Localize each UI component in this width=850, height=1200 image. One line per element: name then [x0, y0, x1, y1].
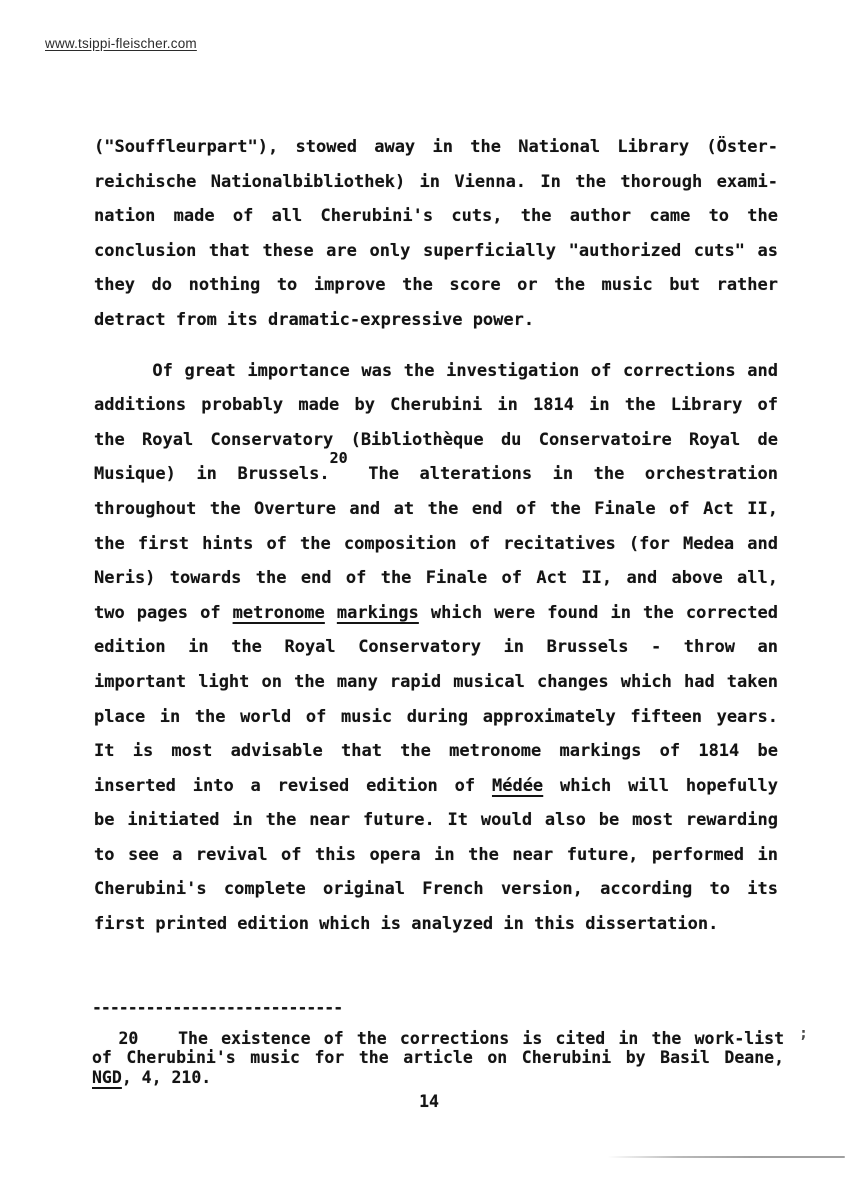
text-line: 20 The existence of the corrections is cited in the work-list — [92, 1028, 784, 1048]
paragraph-1 — [94, 130, 778, 338]
text-line: inserted into a revised edition of Médée which will hopefully — [94, 775, 778, 796]
text-line: to see a revival of this opera in the near future, performed in — [94, 844, 778, 865]
text-line: place in the world of music during approximately fifteen years. — [94, 706, 778, 727]
text-line: of Cherubini's music for the article on Cherubini by Basil Deane, — [92, 1048, 784, 1067]
text-line: conclusion that these are only superficially "authorized cuts" as — [94, 240, 778, 261]
text-line: reichische Nationalbibliothek) in Vienna. In the thorough exami- — [94, 171, 778, 192]
text-line: NGD, 4, 210. — [92, 1067, 212, 1087]
text-line: Cherubini's complete original French version, according to its — [94, 879, 778, 900]
footnote-text — [92, 1029, 784, 1088]
scan-artifact-line — [607, 1156, 845, 1158]
text-line: Neris) towards the end of the Finale of Act II, and above all, — [94, 568, 778, 589]
footnote-separator: ---------------------------- — [92, 998, 343, 1017]
text-line: Musique) in Brussels.$^{20}$ The alterations in the orchestration — [94, 448, 778, 485]
text-line: first printed edition which is analyzed in this dissertation. — [94, 914, 719, 935]
header-url-watermark: www.tsippi-fleischer.com — [45, 36, 197, 51]
text-line: throughout the Overture and at the end of the Finale of Act II, — [94, 498, 778, 519]
footnote — [92, 998, 784, 1087]
text-line: they do nothing to improve the score or the music but rather — [94, 275, 778, 296]
text-line: Of great importance was the investigation of corrections and — [94, 360, 778, 381]
paragraph-2 — [94, 354, 778, 942]
text-line: two pages of metronome markings which were found in the corrected — [94, 602, 778, 623]
text-line: the first hints of the composition of recitatives (for Medea and — [94, 533, 778, 554]
text-line: be initiated in the near future. It would also be most rewarding — [94, 810, 778, 831]
text-line: ("Souffleurpart"), stowed away in the National Library (Öster- — [94, 137, 778, 157]
text-line: nation made of all Cherubini's cuts, the author came to the — [94, 206, 778, 227]
document-body — [94, 130, 778, 942]
text-line: additions probably made by Cherubini in 1814 in the Library of — [94, 395, 778, 416]
scan-artifact-mark: ; — [799, 1024, 809, 1042]
page-number: 14 — [419, 1092, 439, 1111]
text-line: detract from its dramatic-expressive power. — [94, 309, 535, 330]
text-line: It is most advisable that the metronome markings of 1814 be — [94, 741, 778, 762]
text-line: edition in the Royal Conservatory in Brussels - throw an — [94, 637, 778, 658]
text-line: important light on the many rapid musical changes which had taken — [94, 671, 778, 692]
text-line: the Royal Conservatory (Bibliothèque du Conservatoire Royal de — [94, 429, 778, 450]
